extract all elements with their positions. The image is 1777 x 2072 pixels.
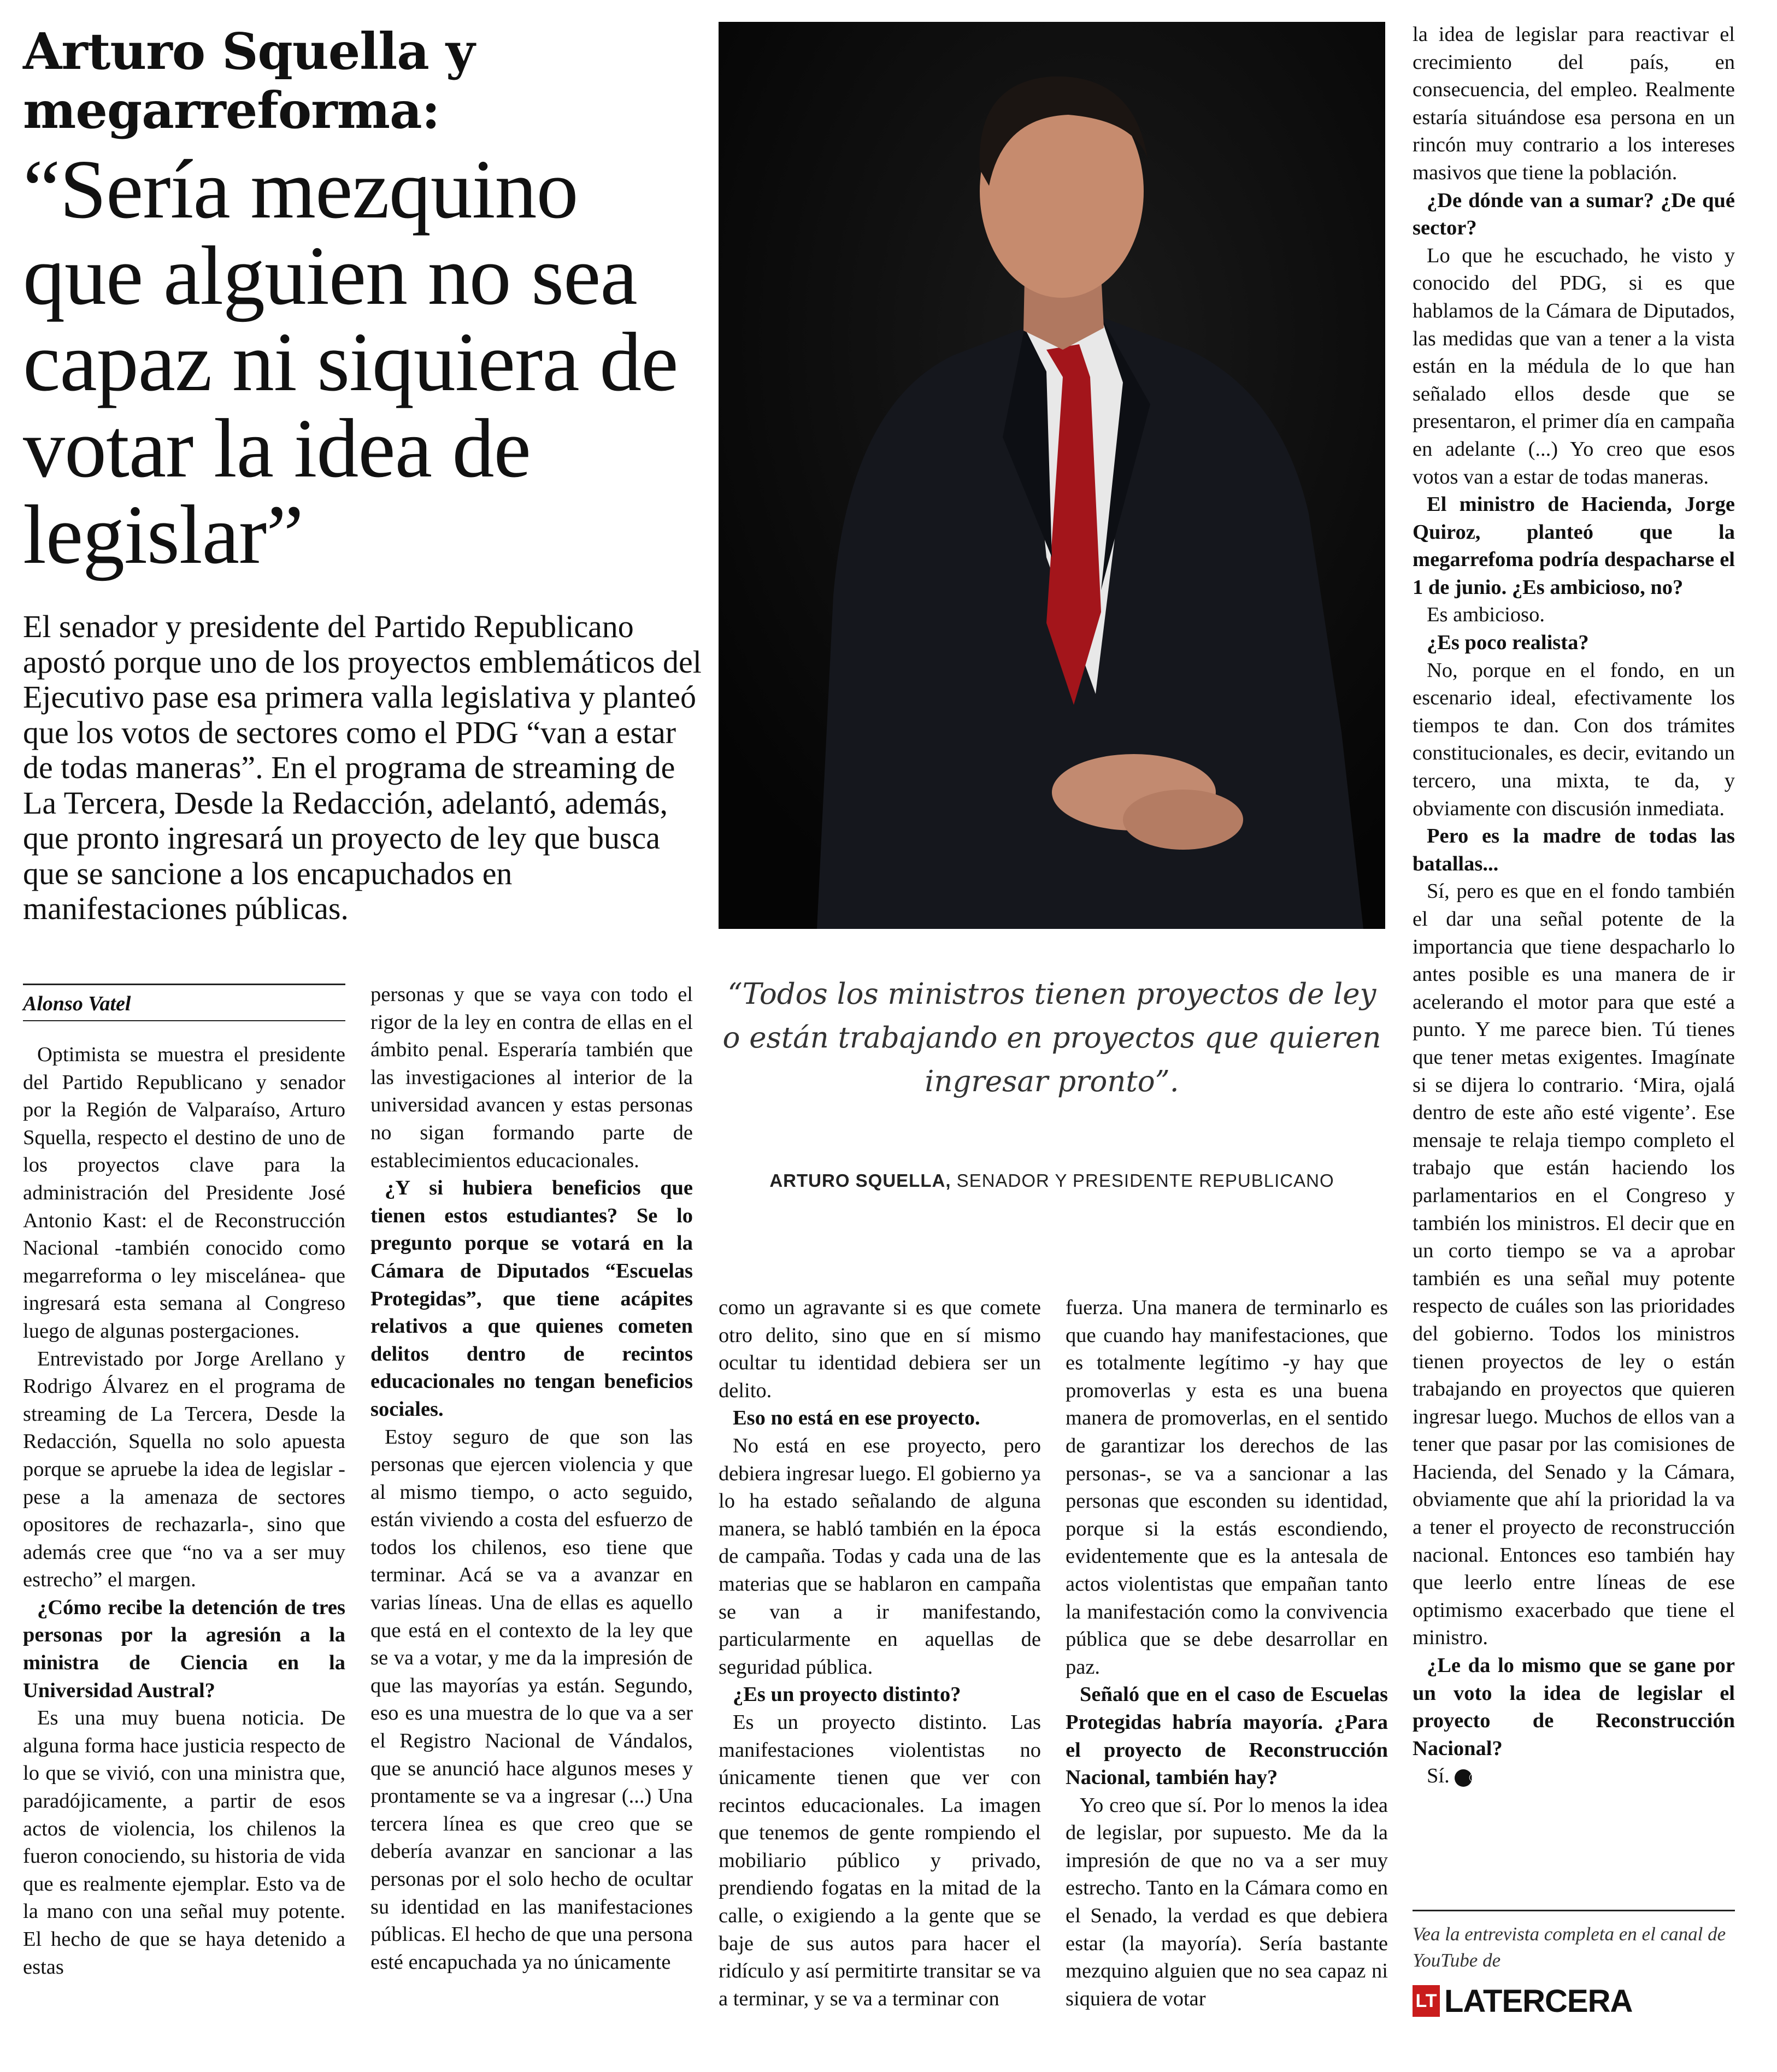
question: Pero es la madre de todas las batallas... (1413, 825, 1735, 875)
question: ¿Y si hubiera beneficios que tienen estos estudiantes? Se lo pregunto porque se votará en la Cámara de Diputados “Escuelas Protegidas”, que tiene acápites relativos a que quienes cometen delitos dentro de recintos educacionales no tengan beneficios sociales. (370, 1176, 693, 1421)
paragraph: Optimista se muestra el presidente del Partido Republicano y senador por la Región de Valparaíso, Arturo Squella, respecto el destino de uno de los proyectos clave para la administración del Presidente José Antonio Kast: el de Reconstrucción Nacional -también conocido como megarreforma o ley miscelánea- que ingresará esta semana al Congreso luego de algunas postergaciones. (23, 1043, 345, 1343)
paragraph: Es un proyecto distinto. Las manifestaciones violentistas no únicamente tienen que ver con recintos educacionales. La imagen que tenemos de gente rompiendo el mobiliario público y privado, prendiendo fogatas en la mitad de la calle, o exigiendo a la gente que se baje de sus autos para hacer el ridículo y así permitirte transitar se va a terminar, y se va a terminar con (719, 1710, 1041, 2010)
paragraph (1413, 1762, 1735, 1790)
kicker: Arturo Squella y megarreforma: (23, 22, 475, 140)
paragraph: No está en ese proyecto, pero debiera ingresar luego. El gobierno ya lo ha estado señalando de alguna manera, se habló también en la época de campaña. Todas y cada una de las materias que se hablaron en campaña se van a ir manifestando, particularmente en aquellas de seguridad pública. (719, 1434, 1041, 1679)
question: Eso no está en ese proyecto. (733, 1406, 980, 1430)
question: ¿Es poco realista? (1427, 631, 1589, 655)
paragraph: Entrevistado por Jorge Arellano y Rodrigo Álvarez en el programa de streaming de La Tercera, Desde la Redacción, Squella no solo apuesta porque se apruebe la idea de legislar -pese a la amenaza de sectores opositores de rechazarla-, sino que además cree que “no va a ser muy estrecho” el margen. (23, 1347, 345, 1592)
pull-quote: “Todos los ministros tienen proyectos de ley o están trabajando en proyectos que quieren ingresar pronto”. (722, 978, 1381, 1098)
byline-author: Alonso Vatel (23, 992, 345, 1021)
final-answer: Sí. (1427, 1764, 1450, 1788)
pull-quote-role: SENADOR Y PRESIDENTE REPUBLICANO (951, 1170, 1334, 1191)
lead-paragraph: El senador y presidente del Partido Republicano apostó porque uno de los proyectos emblemáticos del Ejecutivo pase esa primera valla legislativa y planteó que los votos de sectores como el PDG “van a estar de todas maneras”. En el programa de streaming de La Tercera, Desde la Redacción, adelantó, además, que pronto ingresará un proyecto de ley que busca que se sancione a los encapuchados en manifestaciones públicas. (23, 609, 702, 926)
question: ¿De dónde van a sumar? ¿De qué sector? (1413, 189, 1735, 240)
column-1 (23, 1041, 345, 1981)
paragraph: Estoy seguro de que son las personas que ejercen violencia y que al mismo tiempo, o acto seguido, están viviendo a costa del esfuerzo de todos los chilenos, eso tiene que terminar. Acá se va a avanzar en varias líneas. Una de ellas es aquello que está en el contexto de la ley que se va a votar, y me da la impresión de que las mayorías ya están. Segundo, eso es una muestra de lo que va a ser el Registro Nacional de Vándalos, que se anunció hace algunos meses y prontamente se va a ingresar (...) Una tercera línea es que creo que se debería avanzar en sancionar a las personas por el solo hecho de ocultar su identidad en las manifestaciones públicas. El hecho de que una persona esté encapuchada ya no únicamente (370, 1425, 693, 1974)
pull-quote-attribution (719, 1170, 1385, 1191)
paragraph: la idea de legislar para reactivar el crecimiento del país, en consecuencia, del empleo. Realmente estaría situándose esa persona en un rincón muy contrario a los intereses masivos que tiene la población. (1413, 23, 1735, 184)
la-tercera-logo (1413, 1985, 1632, 2017)
byline (23, 984, 345, 1029)
column-3 (719, 1294, 1041, 2012)
promo-text: Vea la entrevista completa en el canal de YouTube de (1413, 1910, 1735, 1974)
paragraph: No, porque en el fondo, en un escenario ideal, efectivamente los tiempos te dan. Con dos trámites constitucionales, es decir, evitando un tercero, una mixta, te da, y obviamente con discusión inmediata. (1413, 658, 1735, 820)
paragraph: fuerza. Una manera de terminarlo es que cuando hay manifestaciones, que es totalmente legítimo -y hay que promoverlas y esta es una buena manera de promoverlas, en el sentido de garantizar los derechos de las personas-, se va a sancionar a las personas que esconden su identidad, porque si la estás escondiendo, evidentemente que es la antesala de actos violentistas que empañan tanto la manifestación como la convivencia pública que se debe desarrollar en paz. (1066, 1296, 1388, 1679)
paragraph: Lo que he escuchado, he visto y conocido del PDG, si es que hablamos de la Cámara de Diputados, las medidas que van a tener a la vista están en la médula de lo que han señalado ellos desde que se presentaron, el primer día en campaña en adelante (...) Yo creo que esos votos van a estar de todas maneras. (1413, 244, 1735, 488)
column-2 (370, 981, 693, 1976)
portrait-photo (719, 22, 1385, 929)
question: Señaló que en el caso de Escuelas Protegidas habría mayoría. ¿Para el proyecto de Reconstrucción Nacional, también hay? (1066, 1683, 1388, 1790)
column-5 (1413, 21, 1735, 1790)
pull-quote-name: ARTURO SQUELLA, (769, 1170, 951, 1191)
end-mark-icon: ® (1455, 1769, 1472, 1787)
headline: “Sería mezquino que alguien no sea capaz ni siquiera de votar la idea de legislar” (23, 143, 678, 581)
paragraph: Es una muy buena noticia. De alguna forma hace justicia respecto de lo que se vivió, con una ministra que, paradójicamente, a partir de esos actos de violencia, los chilenos la fueron conociendo, su historia de vida que es realmente ejemplar. Esto va de la mano con una señal muy potente. El hecho de que se haya detenido a estas (23, 1706, 345, 1979)
paragraph: personas y que se vaya con todo el rigor de la ley en contra de ellas en el ámbito penal. Esperaría también que las investigaciones al interior de la universidad avancen y estas personas no sigan formando parte de establecimientos educacionales. (370, 983, 693, 1172)
question: El ministro de Hacienda, Jorge Quiroz, planteó que la megarrefoma podría despacharse el 1 de junio. ¿Es ambicioso, no? (1413, 493, 1735, 599)
logo-mark: LT (1413, 1985, 1440, 2017)
logo-text: LATERCERA (1444, 1983, 1633, 2019)
question: ¿Cómo recibe la detención de tres personas por la agresión a la ministra de Ciencia en la Universidad Austral? (23, 1596, 345, 1702)
column-4 (1066, 1294, 1388, 2012)
paragraph: Yo creo que sí. Por lo menos la idea de legislar, por supuesto. Me da la impresión de que no va a ser muy estrecho. Tanto en la Cámara como en el Senado, la verdad es que debiera estar (la mayoría). Sería bastante mezquino alguien que no sea capaz ni siquiera de votar (1066, 1793, 1388, 2010)
paragraph: Es ambicioso. (1427, 603, 1545, 627)
paragraph: Sí, pero es que en el fondo también el dar una señal potente de la importancia que tiene despacharlo lo antes posible es una manera de ir acelerando el motor para que esté a punto. Y me parece bien. Tú tienes que tener metas exigentes. Imagínate si se dijera lo contrario. ‘Mira, ojalá dentro de este año esté vigente’. Ese mensaje te relaja tiempo completo el trabajo que están haciendo los parlamentarios en el Congreso y también los ministros. El decir que en un corto tiempo se va a aprobar también es una señal muy potente respecto de cuáles son las prioridades del gobierno. Todos los ministros tienen proyectos de ley o están trabajando en proyectos que quieren ingresar luego. Muchos de ellos van a tener que pasar por las comisiones de Hacienda, del Senado y la Cámara, obviamente que ahí la prioridad la va a tener el proyecto de reconstrucción nacional. Entonces eso también hay que leerlo entre líneas de ese optimismo exacerbado que tiene el ministro. (1413, 880, 1735, 1650)
question: ¿Es un proyecto distinto? (733, 1683, 961, 1706)
question: ¿Le da lo mismo que se gane por un voto la idea de legislar el proyecto de Reconstrucción Nacional? (1413, 1654, 1735, 1760)
paragraph: como un agravante si es que comete otro delito, sino que en sí mismo ocultar tu identidad debiera ser un delito. (719, 1296, 1041, 1402)
